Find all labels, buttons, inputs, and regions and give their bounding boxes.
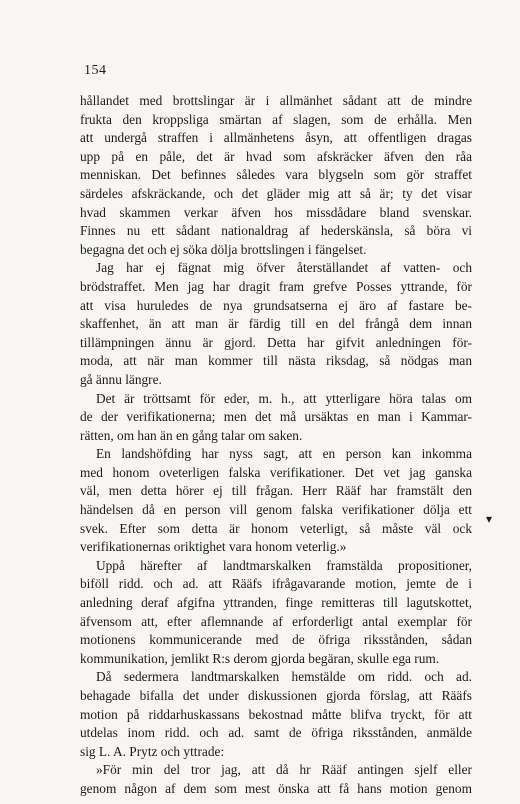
text-line: de der verifikationerna; men det må ursäktas en man i Kammar- [80, 409, 472, 425]
text-line: Jag har ej fägnat mig öfver återställandet af vatten- och [96, 260, 472, 276]
text-line: Det är tröttsamt för eder, m. h., att ytterligare höra talas om [96, 390, 472, 406]
text-line: begagna det och ej söka dölja brottslingen i fängelset. [80, 241, 367, 257]
text-line: Uppå härefter af landtmarskalken framstälda propositioner, [96, 557, 472, 573]
text-line: hvad skammen verkar äfven hos missdådare bland svenskar. [80, 204, 472, 220]
text-line: att visa huruledes de nya grundsatserna ej äro af fastare be- [80, 297, 472, 313]
text-line: hållandet med brottslingar är i allmänhet sådant att de mindre [80, 93, 472, 108]
text-line: anledning deraf afgifna yttranden, finge remitteras till lagutskottet, [80, 595, 472, 611]
text-line: motionens kommunicerande med de öfriga riksstånden, sådan [80, 632, 472, 648]
text-line: Då sedermera landtmarskalken hemstälde om ridd. och ad. [96, 669, 472, 685]
text-line: kommunikation, jemlikt R:s derom gjorda begäran, skulle ega rum. [80, 650, 440, 666]
text-line: utdelas inom ridd. och ad. samt de öfriga riksstånden, anmälde [80, 725, 472, 741]
text-line: svek. Efter som detta är honom veterligt, så måste väl ock [80, 520, 472, 536]
text-line: menniskan. Det befinnes således vara blygseln som gör straffet [80, 167, 472, 183]
text-line: gå ännu längre. [80, 371, 162, 387]
text-line: verifikationernas oriktighet vara honom veterlig.» [80, 539, 347, 555]
body-text [80, 92, 472, 799]
text-line: äfvensom att, efter aflemnande af erforderligt antal exemplar för [80, 613, 472, 629]
page-number: 154 [84, 63, 107, 78]
text-line: upp på en påle, det är hvad som afskräcker äfven den råa [80, 148, 472, 164]
text-line: att undergå straffen i allmänhetens åsyn, att offentligen dragas [80, 130, 472, 146]
text-line: Finnes nu ett sådant nationaldrag af hederskänsla, så böra vi [80, 223, 472, 239]
text-line: händelsen då en person vill genom falska verifikationer dölja ett [80, 502, 472, 518]
text-line: brödstraffet. Men jag har dragit fram grefve Posses yttrande, för [80, 278, 472, 294]
text-line: genom någon af dem som mest önska att få hans motion genom [80, 780, 472, 796]
text-line: skaffenhet, än att man är färdig till en del frångå dem innan [80, 316, 472, 332]
text-line: frukta den kroppsliga smärtan af slagen, som de erhålla. Men [80, 111, 472, 127]
text-line: med honom oveterligen falska verifikationer. Det vet jag ganska [80, 464, 472, 480]
text-line: »För min del tror jag, att då hr Rääf antingen sjelf eller [96, 762, 472, 778]
text-line: behagade bifalla det under diskussionen gjorda förslag, att Rääfs [80, 688, 472, 703]
text-line: moda, att när man kommer till nästa riksdag, så nödgas man [80, 353, 472, 369]
margin-mark: ▾ [486, 512, 493, 526]
text-line: särdeles afskräckande, och det gläder mig att så är; ty det visar [80, 185, 472, 201]
text-line: biföll ridd. och ad. att Rääfs ifrågavarande motion, jemte de i [80, 576, 472, 592]
text-line: väl, men detta hörer ej till frågan. Herr Rääf har framstält den [80, 483, 472, 499]
text-line: rätten, om han än en gång talar om saken. [80, 427, 303, 443]
text-line: En landshöfding har nyss sagt, att en person kan inkomma [96, 446, 472, 462]
text-line: sig L. A. Prytz och yttrade: [80, 743, 225, 759]
text-line: tillämpningen ännu är gjord. Detta har gifvit anledningen för- [80, 334, 472, 350]
text-line: motion på riddarhuskassans bekostnad måtte blifva tryckt, för att [80, 706, 472, 722]
